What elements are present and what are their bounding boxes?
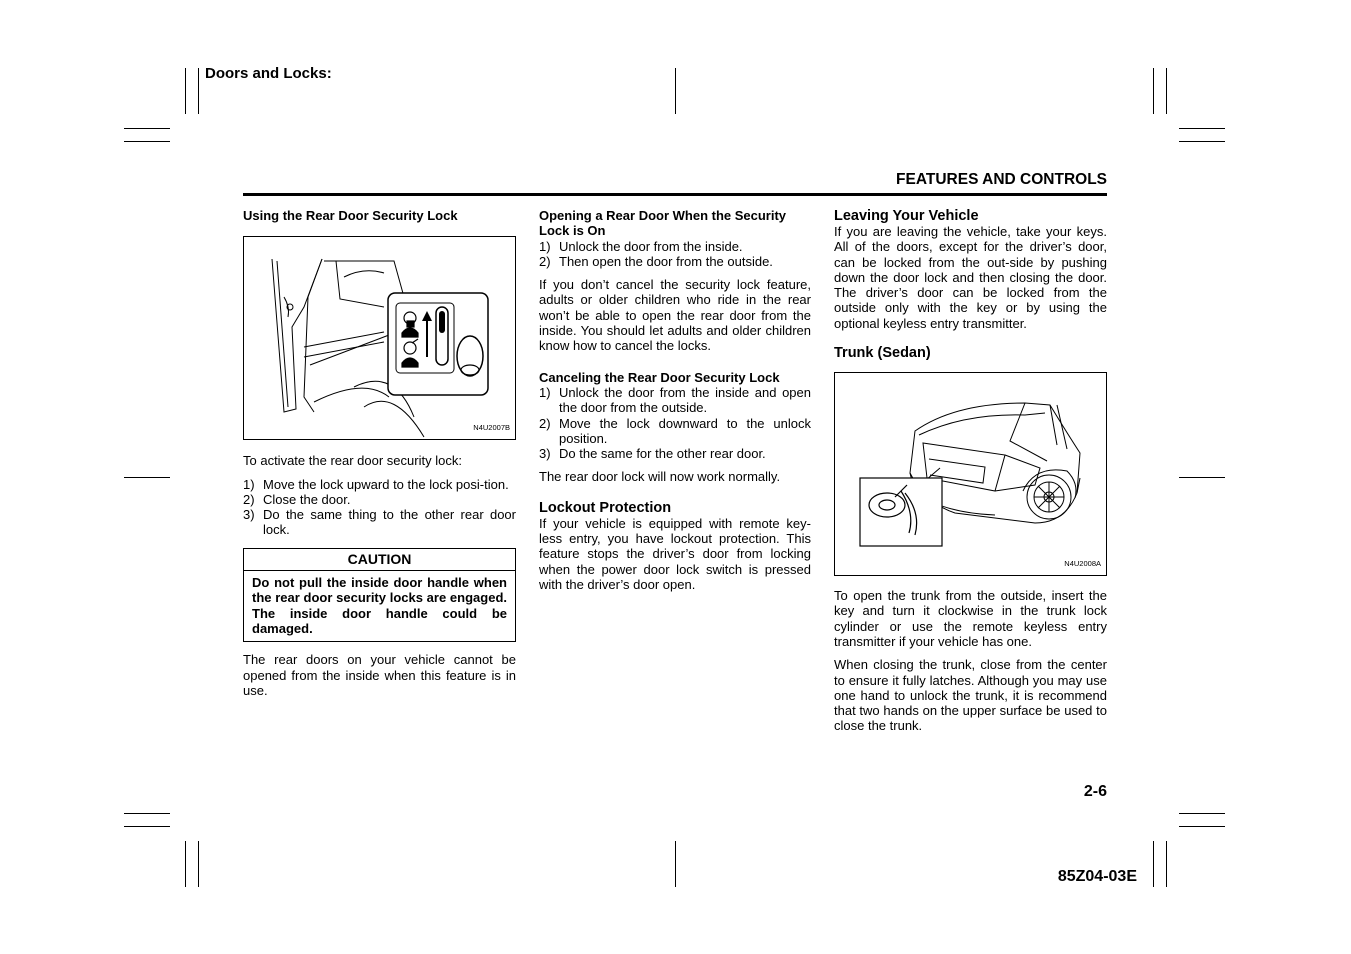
list-item: 2) Close the door. [243,491,351,507]
cancel-note: The rear door lock will now work normally. [539,469,781,485]
column-1 [243,208,516,698]
trunk-illustration [835,373,1106,575]
leaving-text: If you are leaving the vehicle, take your keys. All of the doors, except for the driver’s door, can be locked from the out-side by pushing down the door lock and then closing the door. The driver’s door can be locked from the outside only with the key or by using the optional keyless entry transmitter. [834,224,1107,331]
lockout-heading: Lockout Protection [539,499,672,516]
list-item: 1) Unlock the door from the inside. [539,238,743,254]
figure-code: N4U2008A [1064,558,1101,568]
document-code: 85Z04-03E [1057,868,1137,885]
activate-intro: To activate the rear door security lock: [243,453,462,469]
caution-body: Do not pull the inside door handle when the rear door security locks are engaged. The inside door handle could be damaged. [252,575,507,636]
list-item: 2) Then open the door from the outside. [539,253,773,269]
list-item: 3) Do the same for the other rear door. [539,446,766,462]
section-header: FEATURES AND CONTROLS [896,171,1107,188]
rear-door-closing-note: The rear doors on your vehicle cannot be opened from the inside when this feature is in use. [243,652,516,698]
caution-title: CAUTION [244,549,515,571]
trunk-heading: Trunk (Sedan) [834,345,931,362]
cancel-heading: Canceling the Rear Door Security Lock [539,369,780,385]
rear-door-lock-figure [243,236,516,440]
list-item: 3) Do the same thing to the other rear door lock. [243,507,516,538]
column-3 [834,208,1107,734]
column-2 [539,208,811,592]
figure-code: N4U2007B [473,423,510,432]
opening-note: If you don’t cancel the security lock feature, adults or older children who ride in the rear won’t be able to open the rear door from the inside. You should let adults and older children know how to cancel the locks. [539,277,811,354]
page-number: 2-6 [1083,783,1107,800]
caution-box [243,548,516,642]
opening-steps [539,239,811,270]
list-item: 2) Move the lock downward to the unlock position. [539,415,811,446]
trunk-open-text: To open the trunk from the outside, insert the key and turn it clockwise in the trunk lock cylinder or use the remote keyless entry transmitter if your vehicle has one. [834,588,1107,649]
chapter-title: Doors and Locks: [205,65,332,82]
activate-steps [243,477,516,538]
leaving-heading: Leaving Your Vehicle [834,208,979,224]
opening-heading: Opening a Rear Door When the Security Lock is On [539,208,787,239]
rear-door-lock-heading: Using the Rear Door Security Lock [243,208,458,223]
rear-door-illustration [244,237,515,439]
trunk-close-text: When closing the trunk, close from the center to ensure it fully latches. Although you may use one hand to unlock the trunk, it is recommend that two hands on the upper surface be used to close the trunk. [834,657,1107,734]
header-rule [243,193,1107,196]
trunk-figure [834,372,1107,576]
cancel-steps [539,385,811,461]
list-item: 1) Unlock the door from the inside and open the door from the outside. [539,384,811,416]
list-item: 1) Move the lock upward to the lock posi-tion. [243,476,509,492]
lockout-text: If your vehicle is equipped with remote key-less entry, you have lockout protection. This feature stops the driver’s door from locking when the power door lock switch is pressed with the driver’s door open. [539,515,811,592]
